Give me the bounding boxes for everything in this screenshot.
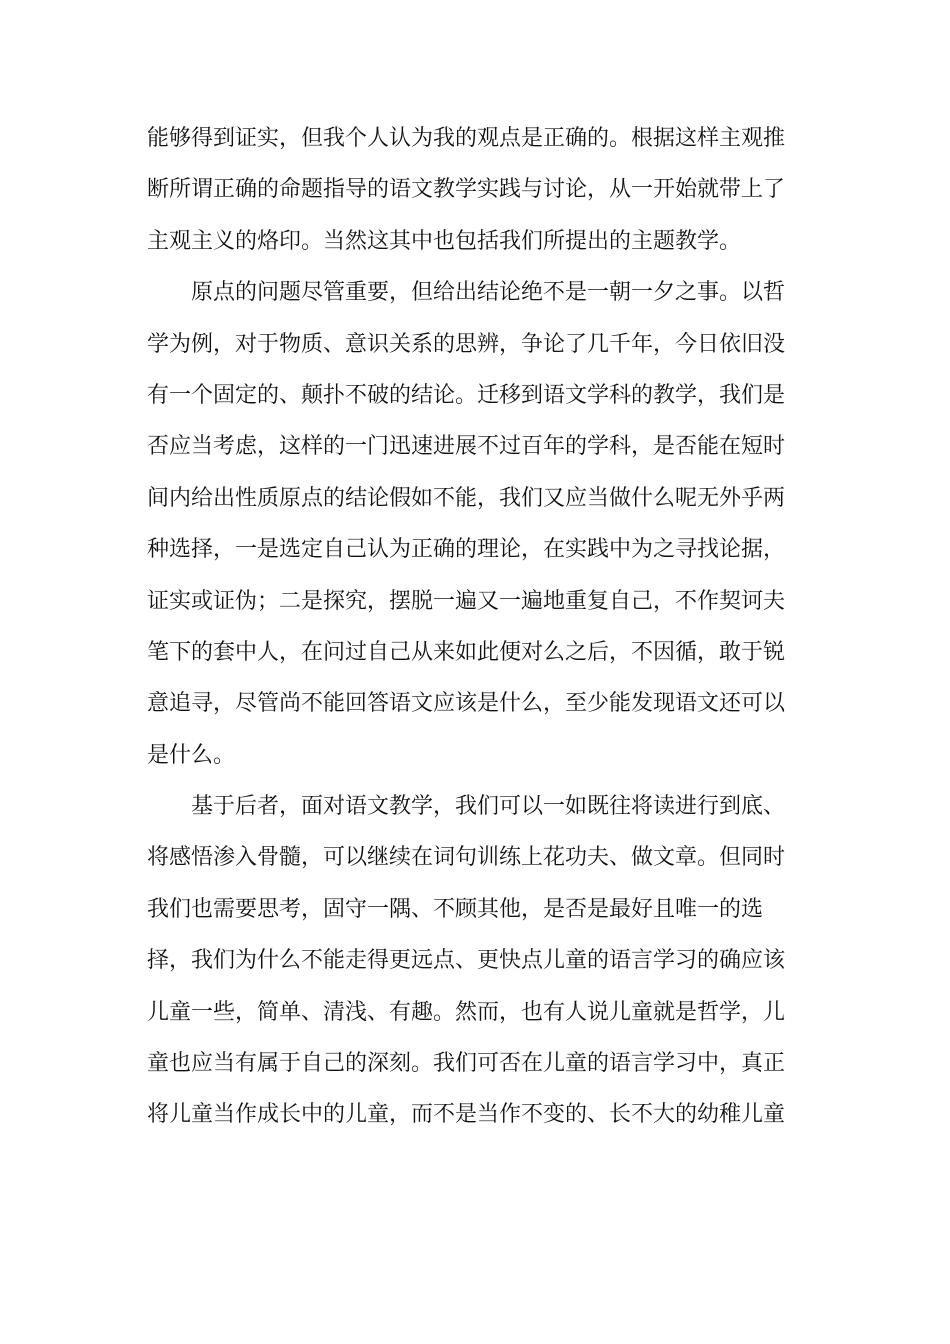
paragraph-line: 我们也需要思考，固守一隅、不顾其他，是否是最好且唯一的选: [147, 896, 764, 922]
paragraph-line: 种选择，一是选定自己认为正确的理论，在实践中为之寻找论据，: [147, 537, 786, 563]
paragraph-line: 否应当考虑，这样的一门迅速进展不过百年的学科，是否能在短时: [147, 434, 786, 460]
paragraph-line: 是什么。: [147, 742, 236, 768]
paragraph-line: 断所谓正确的命题指导的语文教学实践与讨论，从一开始就带上了: [147, 177, 786, 203]
body-text: [147, 113, 807, 1141]
paragraph-line: 能够得到证实，但我个人认为我的观点是正确的。根据这样主观推: [147, 126, 786, 151]
paragraph-line: 儿童一些，简单、清浅、有趣。然而，也有人说儿童就是哲学，儿: [147, 999, 786, 1025]
paragraph-line: 学为例，对于物质、意识关系的思辨，争论了几千年，今日依旧没: [147, 331, 786, 357]
paragraph-line: 基于后者，面对语文教学，我们可以一如既往将读进行到底、: [147, 794, 786, 820]
paragraph-line: 将感悟渗入骨髓，可以继续在词句训练上花功夫、做文章。但同时: [147, 845, 786, 871]
paragraph-line: 童也应当有属于自己的深刻。我们可否在儿童的语言学习中，真正: [147, 1051, 786, 1077]
paragraph-2: [147, 267, 807, 781]
paragraph-line: 主观主义的烙印。当然这其中也包括我们所提出的主题教学。: [147, 228, 742, 254]
paragraph-line: 原点的问题尽管重要，但给出结论绝不是一朝一夕之事。以哲: [147, 280, 786, 306]
paragraph-1: [147, 113, 807, 267]
paragraph-line: 意追寻，尽管尚不能回答语文应该是什么，至少能发现语文还可以: [147, 691, 786, 717]
paragraph-line: 择，我们为什么不能走得更远点、更快点儿童的语言学习的确应该: [147, 948, 786, 974]
paragraph-line: 有一个固定的、颠扑不破的结论。迁移到语文学科的教学，我们是: [147, 382, 786, 408]
paragraph-line: 证实或证伪；二是探究，摆脱一遍又一遍地重复自己，不作契诃夫: [147, 588, 786, 614]
paragraph-3: [147, 781, 807, 1141]
paragraph-line: 将儿童当作成长中的儿童，而不是当作不变的、长不大的幼稚儿童: [147, 1102, 786, 1128]
paragraph-line: 间内给出性质原点的结论假如不能，我们又应当做什么呢无外乎两: [147, 485, 786, 511]
paragraph-line: 笔下的套中人，在问过自己从来如此便对么之后，不因循，敢于锐: [147, 639, 786, 665]
